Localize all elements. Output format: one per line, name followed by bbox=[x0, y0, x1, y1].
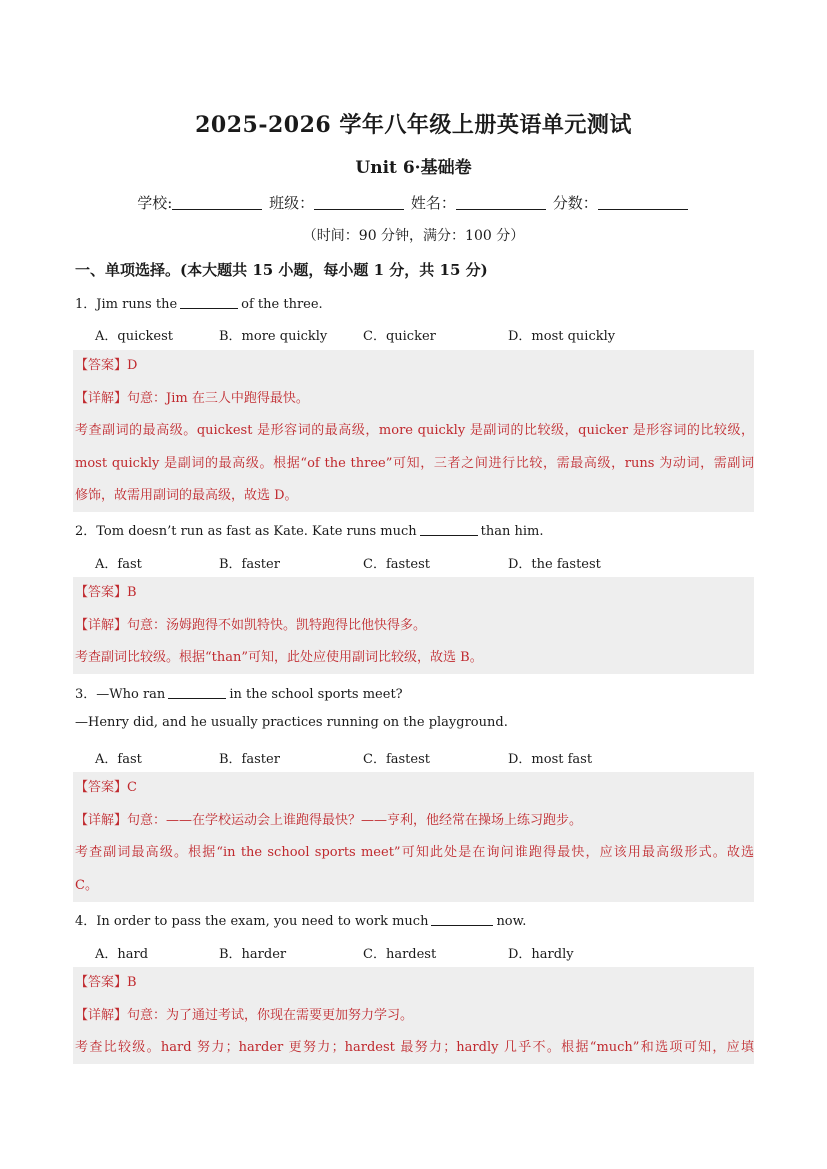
question-3-option-a[interactable]: A．fast bbox=[95, 752, 142, 767]
question-2-detail-line: 句意：汤姆跑得不如凯特快。凯特跑得比他快得多。 bbox=[127, 617, 427, 633]
school-blank[interactable] bbox=[172, 195, 262, 210]
question-3-blank[interactable] bbox=[168, 686, 226, 699]
school-label: 学校: bbox=[137, 194, 173, 212]
question-2-answer-box bbox=[73, 577, 754, 674]
question-1-answer-box bbox=[73, 350, 754, 512]
student-info-line bbox=[0, 192, 827, 213]
question-1-option-d[interactable]: D．most quickly bbox=[508, 329, 616, 344]
class-blank[interactable] bbox=[314, 195, 404, 210]
question-3-answer-row bbox=[75, 772, 754, 805]
detail-label: 【详解】 bbox=[75, 1007, 128, 1023]
question-2-option-c[interactable]: C．fastest bbox=[363, 557, 430, 572]
question-3-option-c[interactable]: C．fastest bbox=[363, 752, 430, 767]
section-heading: 一、单项选择。(本大题共 15 小题，每小题 1 分，共 15 分) bbox=[75, 261, 488, 279]
question-4-detail-line: 考查比较级。hard 努力；harder 更努力；hardest 最努力；hardly 几乎不。根据“much”和选项可知，应填 bbox=[75, 1040, 754, 1055]
question-2-answer: B bbox=[127, 585, 137, 600]
question-2-text-after: than him. bbox=[480, 524, 544, 539]
question-3-stem bbox=[75, 683, 403, 702]
question-1-detail-line: most quickly 是副词的最高级。根据“of the three”可知，三者之间进行比较，需最高级，runs 为动词，需副词 bbox=[75, 455, 754, 471]
question-1-blank[interactable] bbox=[180, 296, 238, 309]
question-4-detail-row bbox=[75, 1000, 754, 1033]
question-4-answer: B bbox=[127, 975, 137, 990]
question-2-options bbox=[95, 553, 755, 573]
question-3-answer: C bbox=[127, 780, 137, 795]
question-4-option-b[interactable]: B．harder bbox=[219, 947, 287, 962]
question-1-options bbox=[95, 325, 755, 345]
question-4-option-c[interactable]: C．hardest bbox=[363, 947, 437, 962]
question-1-text-before: 1．Jim runs the bbox=[75, 297, 178, 312]
question-4-stem bbox=[75, 910, 526, 929]
detail-label: 【详解】 bbox=[75, 617, 128, 633]
question-3-answer-box bbox=[73, 772, 754, 902]
question-4-options bbox=[95, 943, 755, 963]
question-4-option-d[interactable]: D．hardly bbox=[508, 947, 574, 962]
score-blank[interactable] bbox=[598, 195, 688, 210]
question-1-option-a[interactable]: A．quickest bbox=[95, 329, 173, 344]
question-4-answer-row bbox=[75, 967, 754, 1000]
question-3-detail-row bbox=[75, 805, 754, 838]
question-3-option-d[interactable]: D．most fast bbox=[508, 752, 593, 767]
question-4-option-a[interactable]: A．hard bbox=[95, 947, 149, 962]
question-1-text-after: of the three. bbox=[241, 297, 323, 312]
answer-label: 【答案】 bbox=[75, 585, 128, 600]
question-3-options bbox=[95, 748, 755, 768]
question-4-text-before: 4．In order to pass the exam, you need to work much bbox=[75, 914, 429, 929]
question-1-detail-line: 考查副词的最高级。quickest 是形容词的最高级，more quickly 是副词的比较级，quicker 是形容词的比较级， bbox=[75, 423, 754, 438]
question-3-detail-line: C。 bbox=[75, 877, 98, 893]
question-2-answer-row bbox=[75, 577, 754, 610]
question-2-option-d[interactable]: D．the fastest bbox=[508, 557, 601, 572]
time-info: （时间：90 分钟，满分：100 分） bbox=[302, 228, 525, 244]
question-2-detail-row bbox=[75, 610, 754, 643]
question-3-text-after: in the school sports meet? bbox=[229, 687, 403, 702]
question-2-text-before: 2．Tom doesn’t run as fast as Kate. Kate runs much bbox=[75, 524, 417, 539]
answer-label: 【答案】 bbox=[75, 358, 128, 373]
question-3-detail-line: 句意：——在学校运动会上谁跑得最快？——亨利，他经常在操场上练习跑步。 bbox=[127, 812, 583, 828]
question-1-option-b[interactable]: B．more quickly bbox=[219, 329, 328, 344]
question-2-option-a[interactable]: A．fast bbox=[95, 557, 142, 572]
question-1-detail-line: 修饰，故需用副词的最高级，故选 D。 bbox=[75, 488, 298, 503]
answer-label: 【答案】 bbox=[75, 780, 128, 795]
question-1-option-c[interactable]: C．quicker bbox=[363, 329, 436, 344]
page-subtitle: Unit 6·基础卷 bbox=[355, 158, 472, 178]
answer-label: 【答案】 bbox=[75, 975, 128, 990]
question-2-stem bbox=[75, 520, 544, 539]
question-3-text-before: 3．—Who ran bbox=[75, 687, 166, 702]
question-4-detail-line: 句意：为了通过考试，你现在需要更加努力学习。 bbox=[127, 1007, 414, 1023]
question-3-response: —Henry did, and he usually practices running on the playground. bbox=[75, 715, 508, 730]
detail-label: 【详解】 bbox=[75, 812, 128, 828]
question-4-blank[interactable] bbox=[431, 913, 493, 926]
question-2-blank[interactable] bbox=[420, 523, 478, 536]
page-title: 2025-2026 学年八年级上册英语单元测试 bbox=[195, 112, 632, 138]
name-label: 姓名： bbox=[410, 194, 456, 212]
question-2-option-b[interactable]: B．faster bbox=[219, 557, 280, 572]
question-1-detail-row bbox=[75, 383, 754, 416]
question-4-text-after: now. bbox=[496, 914, 527, 929]
question-2-detail-line: 考查副词比较级。根据“than”可知，此处应使用副词比较级，故选 B。 bbox=[75, 650, 483, 665]
question-4-answer-box bbox=[73, 967, 754, 1064]
question-3-option-b[interactable]: B．faster bbox=[219, 752, 280, 767]
question-1-detail-line: 句意：Jim 在三人中跑得最快。 bbox=[127, 390, 309, 406]
detail-label: 【详解】 bbox=[75, 390, 128, 406]
question-1-stem bbox=[75, 293, 323, 312]
question-1-answer-row bbox=[75, 350, 754, 383]
score-label: 分数： bbox=[552, 194, 598, 212]
question-1-answer: D bbox=[127, 358, 138, 373]
class-label: 班级： bbox=[269, 194, 315, 212]
name-blank[interactable] bbox=[456, 195, 546, 210]
question-3-detail-line: 考查副词最高级。根据“in the school sports meet”可知此处是在询问谁跑得最快，应该用最高级形式。故选 bbox=[75, 845, 754, 860]
